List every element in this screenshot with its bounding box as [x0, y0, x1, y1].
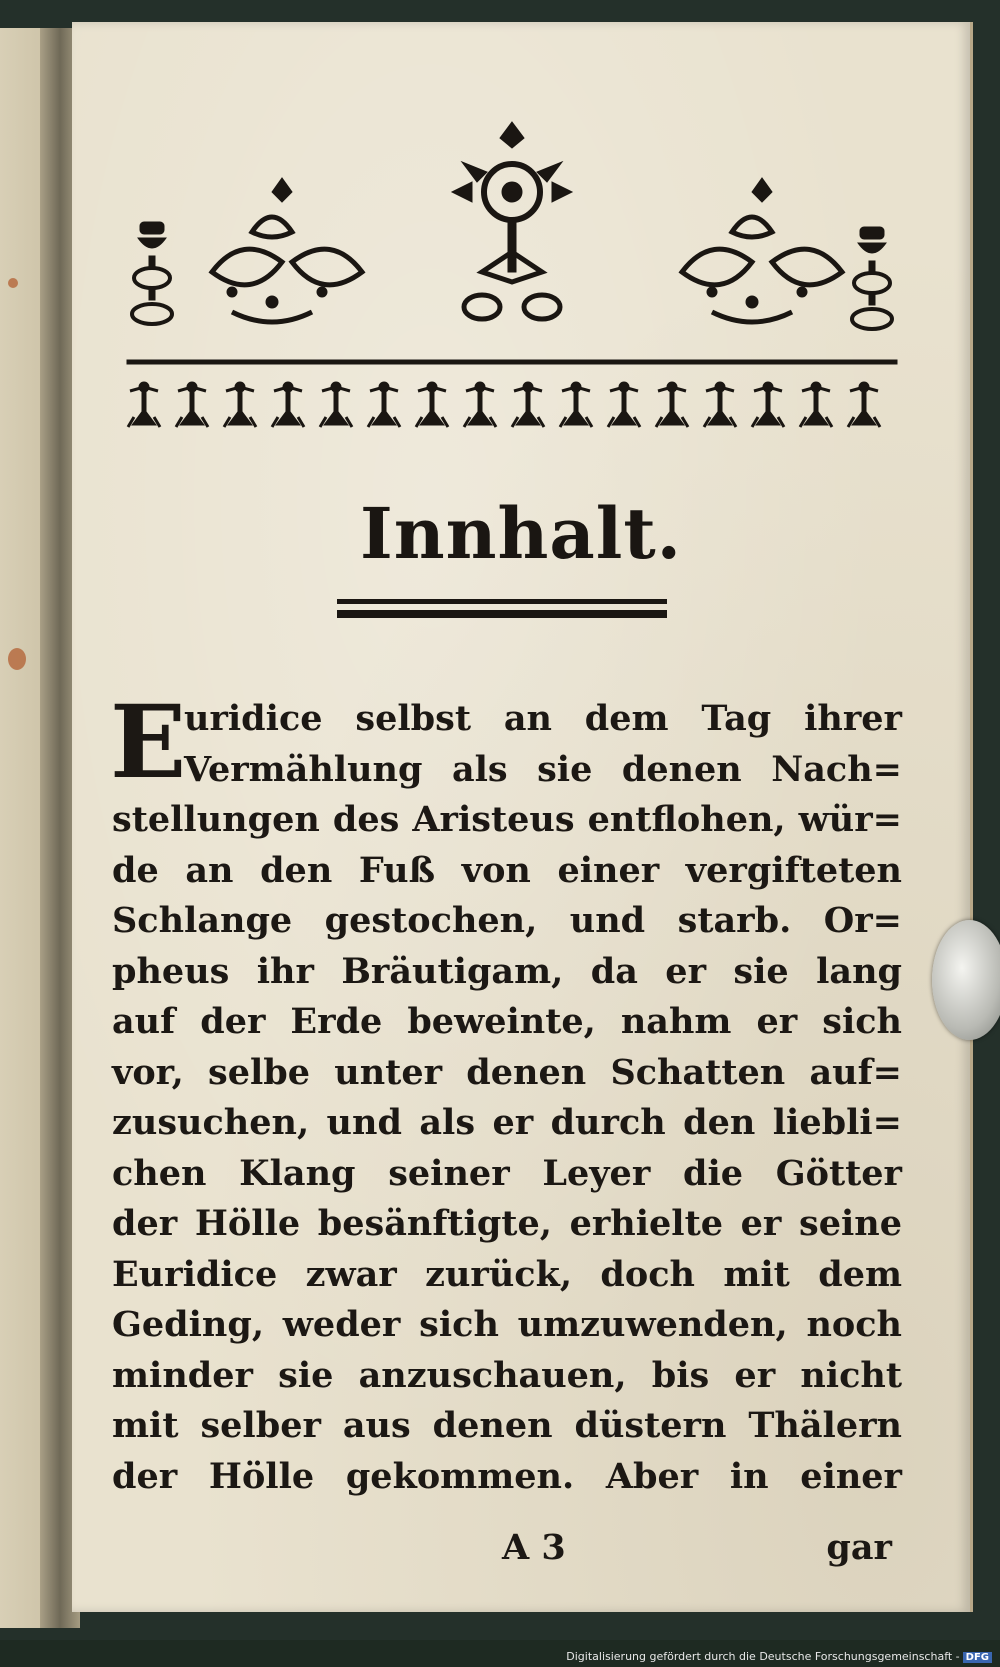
- title-rule-lower: [337, 610, 667, 618]
- dfg-logo: DFG: [963, 1652, 992, 1663]
- text-line: der Hölle besänftigte, erhielte er seine: [112, 1203, 902, 1244]
- credit-text: Digitalisierung gefördert durch die Deutsche Forschungsgemeinschaft -: [566, 1650, 960, 1663]
- text-line: zusuchen, und als er durch den liebli=: [112, 1102, 902, 1143]
- text-line: Euridice zwar zurück, doch mit dem: [112, 1253, 902, 1295]
- catchword: gar: [826, 1527, 892, 1568]
- text-line: mit selber aus denen düstern Thälern: [112, 1405, 902, 1446]
- fleuron-ornament: [464, 382, 496, 427]
- text-line: vor, selbe unter denen Schatten auf=: [112, 1051, 902, 1093]
- fleuron-ornament: [224, 382, 256, 427]
- fleuron-ornament: [608, 382, 640, 427]
- digitization-credit: [566, 1650, 992, 1663]
- fleuron-ornament: [320, 382, 352, 427]
- fleuron-ornament: [176, 382, 208, 427]
- fleuron-ornament: [368, 382, 400, 427]
- text-line: de an den Fuß von einer vergifteten: [112, 849, 902, 891]
- text-line: uridice selbst an dem Tag ihrer: [184, 698, 902, 739]
- text-line: auf der Erde beweinte, nahm er sich: [112, 1001, 902, 1042]
- fleuron-ornament: [272, 382, 304, 427]
- body-paragraph: [110, 683, 902, 1502]
- text-line: der Hölle gekommen. Aber in einer: [112, 1455, 902, 1497]
- page-footer: [112, 1527, 902, 1577]
- text-line: chen Klang seiner Leyer die Götter: [112, 1152, 902, 1194]
- printers-ornament-headpiece: [122, 102, 902, 442]
- page-title: Innhalt.: [359, 492, 683, 575]
- text-line: pheus ihr Bräutigam, da er sie lang: [112, 950, 902, 992]
- text-line: stellungen des Aristeus entflohen, wür=: [112, 799, 902, 840]
- drop-cap-initial: E: [110, 683, 187, 801]
- text-line: Geding, weder sich umzuwenden, noch: [112, 1304, 902, 1345]
- text-line: minder sie anzuschauen, bis er nicht: [112, 1354, 902, 1396]
- stain-mark: [8, 278, 18, 288]
- fleuron-ornament: [560, 382, 592, 427]
- fleuron-ornament: [512, 382, 544, 427]
- text-line: Vermählung als sie denen Nach=: [184, 748, 902, 790]
- text-line: Schlange gestochen, und starb. Or=: [112, 900, 902, 941]
- title-rule-upper: [337, 599, 667, 604]
- fleuron-ornament: [752, 382, 784, 427]
- fleuron-ornament: [800, 382, 832, 427]
- book-page: [72, 22, 973, 1612]
- fleuron-ornament: [128, 382, 160, 427]
- signature-mark: A 3: [502, 1527, 566, 1568]
- fleuron-ornament: [704, 382, 736, 427]
- fleuron-ornament: [848, 382, 880, 427]
- stain-mark: [8, 648, 26, 670]
- page-clip: [932, 920, 1000, 1040]
- fleuron-ornament: [656, 382, 688, 427]
- fleuron-ornament: [416, 382, 448, 427]
